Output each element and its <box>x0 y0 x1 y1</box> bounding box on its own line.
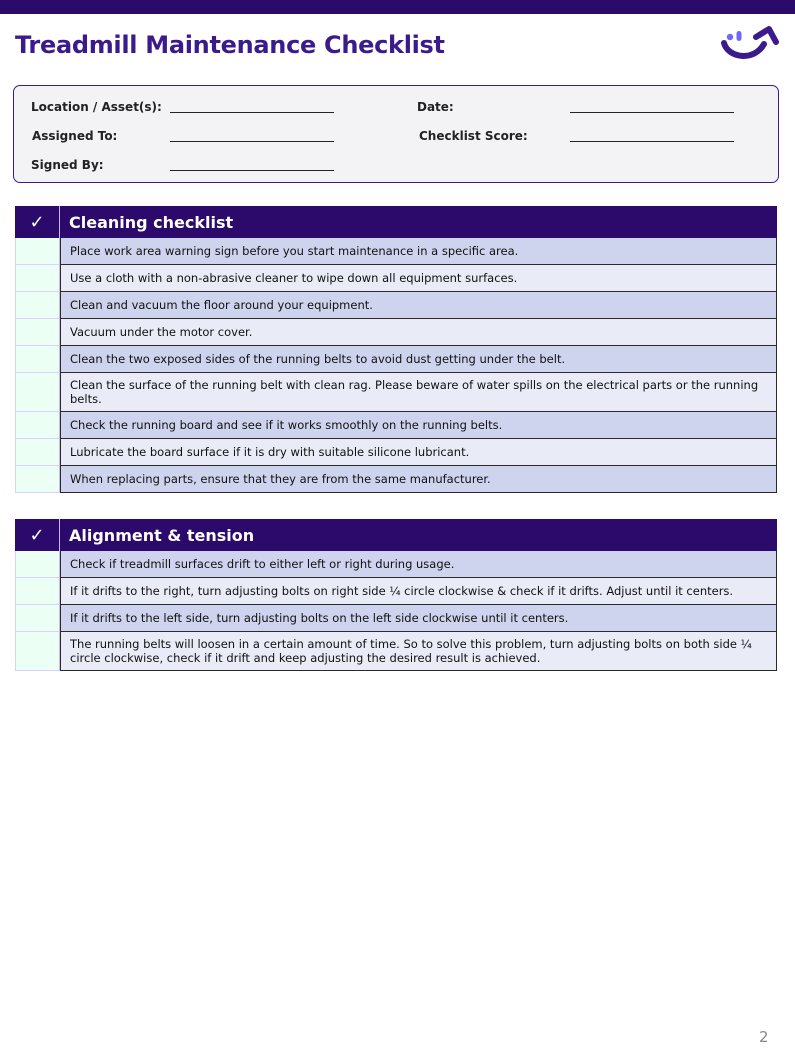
smile-arrow-logo-icon <box>720 24 782 64</box>
checklist-row <box>15 319 777 346</box>
section-title: Alignment & tension <box>69 525 255 545</box>
checkmark-icon: ✓ <box>15 519 60 551</box>
checklist-item-text: If it drifts to the right, turn adjusting bolts on right side ¼ circle clockwise & check if it drifts. Adjust until it centers. <box>60 578 777 605</box>
signed-label: Signed By: <box>31 158 104 172</box>
date-field[interactable] <box>570 112 734 113</box>
assigned-label: Assigned To: <box>32 129 118 143</box>
section-header <box>15 519 777 551</box>
checkbox[interactable] <box>15 346 60 373</box>
checklist-item-text: If it drifts to the left side, turn adjusting bolts on the left side clockwise until it centers. <box>60 605 777 632</box>
checklist-item-text: Place work area warning sign before you start maintenance in a specific area. <box>60 238 777 265</box>
checklist-item-text: Check if treadmill surfaces drift to either left or right during usage. <box>60 551 777 578</box>
info-panel <box>13 85 779 183</box>
checklist-item-text: Vacuum under the motor cover. <box>60 319 777 346</box>
checkbox[interactable] <box>15 319 60 346</box>
checklist-item-text: The running belts will loosen in a certain amount of time. So to solve this problem, turn adjusting bolts on both side ¼ circle clockwise, check if it drift and keep adjusting the desired result is achieved. <box>60 632 777 671</box>
checklist-row <box>15 238 777 265</box>
top-banner <box>0 0 795 14</box>
checklist-row <box>15 373 777 412</box>
checkbox[interactable] <box>15 265 60 292</box>
checklist-row <box>15 466 777 493</box>
page-number: 2 <box>759 1028 769 1046</box>
checklist-row <box>15 346 777 373</box>
date-label: Date: <box>417 100 454 114</box>
section-header <box>15 206 777 238</box>
checklist-row <box>15 578 777 605</box>
checkmark-icon: ✓ <box>15 206 60 238</box>
score-field[interactable] <box>570 141 734 142</box>
checklist-row <box>15 292 777 319</box>
checklist-row <box>15 632 777 671</box>
section-title: Cleaning checklist <box>69 212 234 232</box>
checkbox[interactable] <box>15 292 60 319</box>
checkbox[interactable] <box>15 412 60 439</box>
checklist-row <box>15 551 777 578</box>
location-label: Location / Asset(s): <box>31 100 162 114</box>
checkbox[interactable] <box>15 578 60 605</box>
checklist-item-text: Clean the surface of the running belt with clean rag. Please beware of water spills on the electrical parts or the running belts. <box>60 373 777 412</box>
signed-field[interactable] <box>170 170 334 171</box>
checklist-item-text: Lubricate the board surface if it is dry with suitable silicone lubricant. <box>60 439 777 466</box>
assigned-field[interactable] <box>170 141 334 142</box>
checkbox[interactable] <box>15 605 60 632</box>
checklist-item-text: When replacing parts, ensure that they are from the same manufacturer. <box>60 466 777 493</box>
location-field[interactable] <box>170 112 334 113</box>
checkbox[interactable] <box>15 466 60 493</box>
checkbox[interactable] <box>15 439 60 466</box>
checklist-row <box>15 265 777 292</box>
checklist-row <box>15 439 777 466</box>
cleaning-section <box>15 206 777 493</box>
checklist-row <box>15 605 777 632</box>
score-label: Checklist Score: <box>419 129 528 143</box>
alignment-section <box>15 519 777 671</box>
checklist-item-text: Clean the two exposed sides of the running belts to avoid dust getting under the belt. <box>60 346 777 373</box>
checkbox[interactable] <box>15 373 60 412</box>
checkbox[interactable] <box>15 632 60 671</box>
checklist-item-text: Check the running board and see if it works smoothly on the running belts. <box>60 412 777 439</box>
checkbox[interactable] <box>15 551 60 578</box>
checkbox[interactable] <box>15 238 60 265</box>
checklist-item-text: Use a cloth with a non-abrasive cleaner to wipe down all equipment surfaces. <box>60 265 777 292</box>
checklist-row <box>15 412 777 439</box>
checklist-item-text: Clean and vacuum the floor around your equipment. <box>60 292 777 319</box>
page-title: Treadmill Maintenance Checklist <box>15 31 445 59</box>
